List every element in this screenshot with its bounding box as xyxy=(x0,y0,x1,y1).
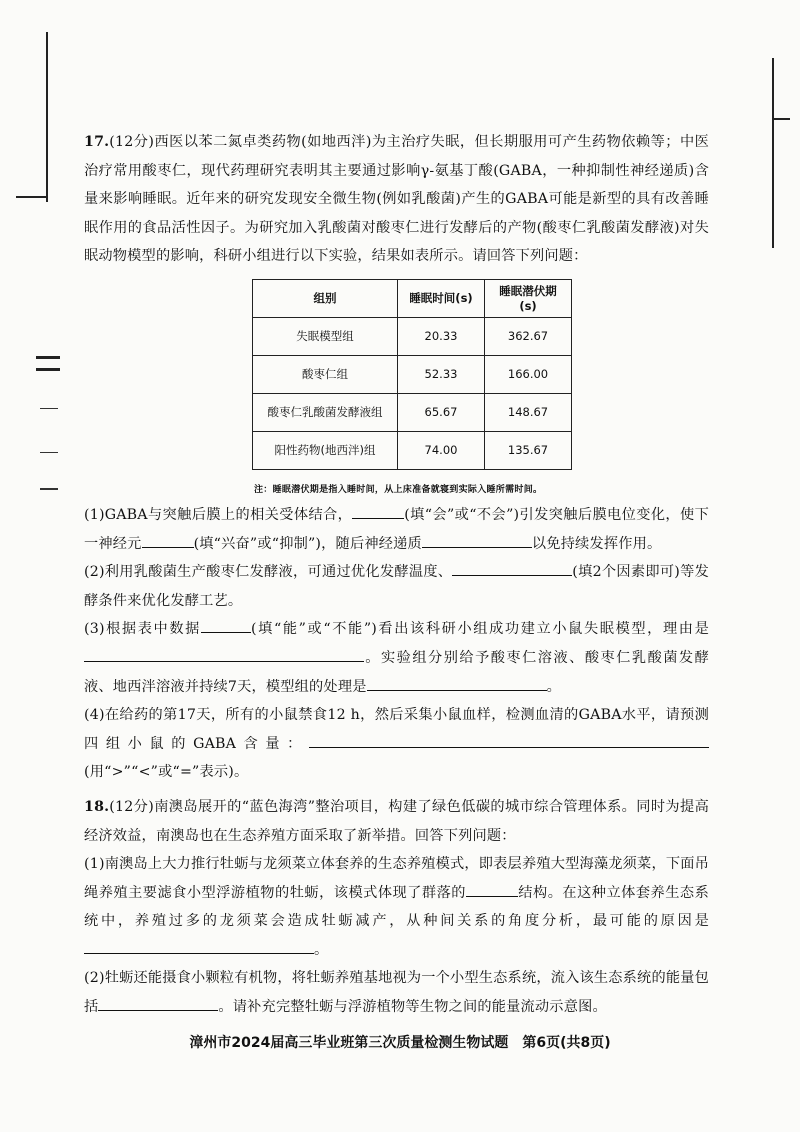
q17-sub1-text-d: 以免持续发挥作用。 xyxy=(531,535,662,552)
table-row xyxy=(253,393,572,431)
table-cell: 酸枣仁乳酸菌发酵液组 xyxy=(253,393,398,431)
q17-sub2-text-b: (填2个因素即可)等发酵条件来优化发酵工艺。 xyxy=(84,564,709,609)
left-dash-3 xyxy=(40,488,58,490)
q17-sub3-text-c: 。实验组分别给予酸枣仁溶液、酸枣仁乳酸菌发酵液、地西泮溶液并持续7天，模型组的处理是 xyxy=(84,649,709,695)
q17-sub3-text-d: 。 xyxy=(546,678,561,695)
q18-sub1 xyxy=(84,850,709,964)
q17-sub1-text-b: (填“会”或“不会”)引发突触后膜电位变化，使下一神经元 xyxy=(84,506,709,552)
table-header-sleep-time: 睡眠时间(s) xyxy=(398,279,485,317)
answer-blank[interactable] xyxy=(84,939,314,954)
answer-blank[interactable] xyxy=(352,504,404,519)
table-cell: 阳性药物(地西泮)组 xyxy=(253,431,398,469)
q17-number: 17. xyxy=(84,134,110,150)
right-binding-line xyxy=(772,58,774,248)
answer-blank[interactable] xyxy=(142,533,194,548)
q17-intro xyxy=(84,128,709,271)
q18-sub2-text-b: 。请补充完整牡蛎与浮游植物等生物之间的能量流动示意图。 xyxy=(218,999,607,1016)
q17-sub3 xyxy=(84,615,709,701)
table-cell: 74.00 xyxy=(398,431,485,469)
table-header-latency: 睡眠潜伏期(s) xyxy=(485,279,572,317)
q17-intro-text: (12分)西医以苯二氮卓类药物(如地西泮)为主治疗失眠，但长期服用可产生药物依赖等；中医治疗常用酸枣仁，现代药理研究表明其主要通过影响γ-氨基丁酸(GABA，一种抑制性神经递质)含量来影响睡眠。近年来的研究发现安全微生物(例如乳酸菌)产生的GABA可能是新型的具有改善睡眠作用的食品活性因子。为研究加入乳酸菌对酸枣仁进行发酵后的产物(酸枣仁乳酸菌发酵液)对失眠动物模型的影响，科研小组进行以下实验，结果如表所示。请回答下列问题： xyxy=(84,134,709,265)
q18-intro-text: (12分)南澳岛展开的“蓝色海湾”整治项目，构建了绿色低碳的城市综合管理体系。同时为提高经济效益，南澳岛也在生态养殖方面采取了新举措。回答下列问题： xyxy=(84,798,709,844)
q17-sub3-text-b: (填“能”或“不能”)看出该科研小组成功建立小鼠失眠模型，理由是 xyxy=(250,621,709,638)
q17-sub1-text-a: (1)GABA与突触后膜上的相关受体结合， xyxy=(84,506,353,523)
table-cell: 52.33 xyxy=(398,355,485,393)
q17-sub2 xyxy=(84,558,709,615)
table-cell: 65.67 xyxy=(398,393,485,431)
table-cell: 20.33 xyxy=(398,317,485,355)
page-content xyxy=(84,128,709,1022)
table-header-group: 组别 xyxy=(253,279,398,317)
left-mark-2 xyxy=(36,368,60,371)
table-row xyxy=(253,431,572,469)
left-dash-1 xyxy=(40,408,58,409)
result-table xyxy=(252,279,572,470)
table-row xyxy=(253,355,572,393)
table-cell: 166.00 xyxy=(485,355,572,393)
q18-sub1-text-c: 。 xyxy=(314,941,329,958)
answer-blank[interactable] xyxy=(452,561,572,576)
right-binding-tick xyxy=(772,118,790,120)
q17-sub1 xyxy=(84,501,709,558)
q17-sub4-text-b: (用“>”“<”或“=”表示)。 xyxy=(84,764,249,781)
table-cell: 135.67 xyxy=(485,431,572,469)
table-row xyxy=(253,317,572,355)
table-note: 注：睡眠潜伏期是指入睡时间，从上床准备就寝到实际入睡所需时间。 xyxy=(254,484,543,495)
answer-blank[interactable] xyxy=(466,882,518,897)
q17-sub4 xyxy=(84,701,709,787)
q17-sub3-text-a: (3)根据表中数据 xyxy=(84,621,201,638)
answer-blank[interactable] xyxy=(309,733,709,748)
q17-sub2-text-a: (2)利用乳酸菌生产酸枣仁发酵液，可通过优化发酵温度、 xyxy=(84,564,453,581)
table-cell: 失眠模型组 xyxy=(253,317,398,355)
left-binding-line xyxy=(46,32,48,202)
left-mark-1 xyxy=(36,356,60,359)
q18-sub2 xyxy=(84,964,709,1021)
answer-blank[interactable] xyxy=(98,996,218,1011)
q18-sub2-text-a: (2)牡蛎还能摄食小颗粒有机物，将牡蛎养殖基地视为一个小型生态系统，流入该生态系统的能量包括 xyxy=(84,970,709,1016)
answer-blank[interactable] xyxy=(422,533,532,548)
answer-blank[interactable] xyxy=(201,618,251,633)
table-header-row xyxy=(253,279,572,317)
page-footer: 漳州市2024届高三毕业班第三次质量检测生物试题 第6页(共8页) xyxy=(189,1035,611,1051)
q18-sub1-text-a: (1)南澳岛上大力推行牡蛎与龙须菜立体套养的生态养殖模式，即表层养殖大型海藻龙须菜，下面吊绳养殖主要滤食小型浮游植物的牡蛎，该模式体现了群落的 xyxy=(84,856,709,901)
answer-blank[interactable] xyxy=(84,647,364,662)
table-cell: 酸枣仁组 xyxy=(253,355,398,393)
q18-number: 18. xyxy=(84,798,110,815)
answer-blank[interactable] xyxy=(367,676,547,691)
left-binding-tick xyxy=(16,196,48,198)
q17-sub1-text-c: (填“兴奋”或“抑制”)，随后神经递质 xyxy=(193,535,422,552)
q17-sub4-text-a: (4)在给药的第17天，所有的小鼠禁食12 h，然后采集小鼠血样，检测血清的GABA水平，请预测四组小鼠的GABA含量： xyxy=(84,707,710,752)
q18-sub1-text-b: 结构。在这种立体套养生态系统中，养殖过多的龙须菜会造成牡蛎减产，从种间关系的角度分析，最可能的原因是 xyxy=(84,884,709,930)
q18-intro xyxy=(84,793,709,850)
table-cell: 362.67 xyxy=(485,317,572,355)
left-dash-2 xyxy=(40,452,58,453)
table-cell: 148.67 xyxy=(485,393,572,431)
